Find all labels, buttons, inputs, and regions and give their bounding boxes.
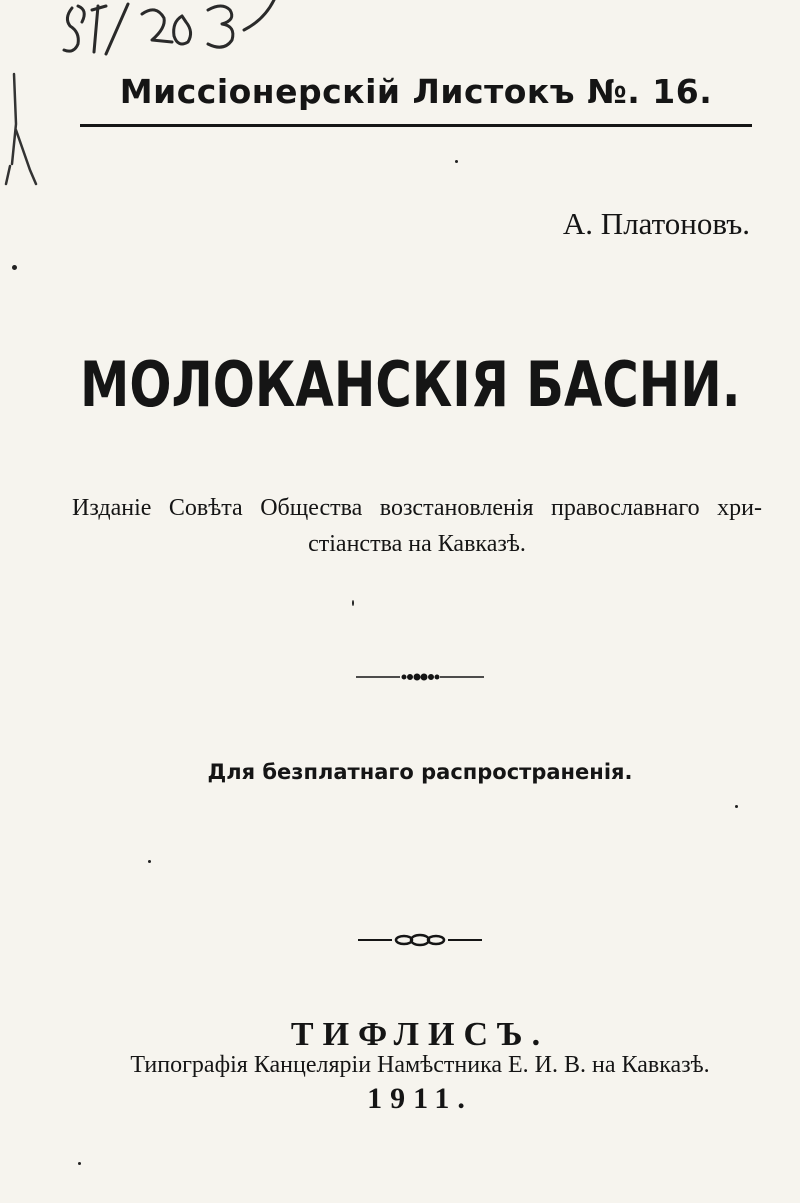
publisher-line-2: стіанства на Кавказѣ. — [308, 531, 526, 557]
imprint-city: ТИФЛИСЪ. — [290, 1016, 550, 1053]
publisher-statement — [72, 490, 762, 562]
imprint-printer: Типографія Канцеляріи Намѣстника Е. И. В. на Кавказѣ. — [130, 1052, 710, 1078]
series-title: Миссіонерскій Листокъ №. 16. — [119, 72, 713, 111]
scan-speck — [455, 160, 458, 163]
ornament-divider-large — [358, 932, 482, 948]
header-rule — [80, 124, 752, 127]
book-title: МОЛОКАНСКІЯ БАСНИ. — [80, 348, 741, 421]
scan-speck — [78, 1162, 81, 1165]
scan-speck — [352, 600, 354, 606]
scan-speck — [12, 265, 17, 270]
scan-speck — [735, 805, 738, 808]
handwritten-archive-number — [58, 0, 288, 70]
scan-speck — [148, 860, 151, 863]
author-name: А. Платоновъ. — [562, 206, 750, 241]
margin-pencil-mark — [2, 70, 42, 190]
imprint-year: 1911. — [367, 1082, 473, 1115]
ornament-divider-small — [356, 670, 484, 684]
distribution-note: Для безплатнаго распространенія. — [207, 760, 633, 784]
publisher-line-1: Изданіе Совѣта Общества возстановленія православнаго хри- — [72, 495, 762, 521]
